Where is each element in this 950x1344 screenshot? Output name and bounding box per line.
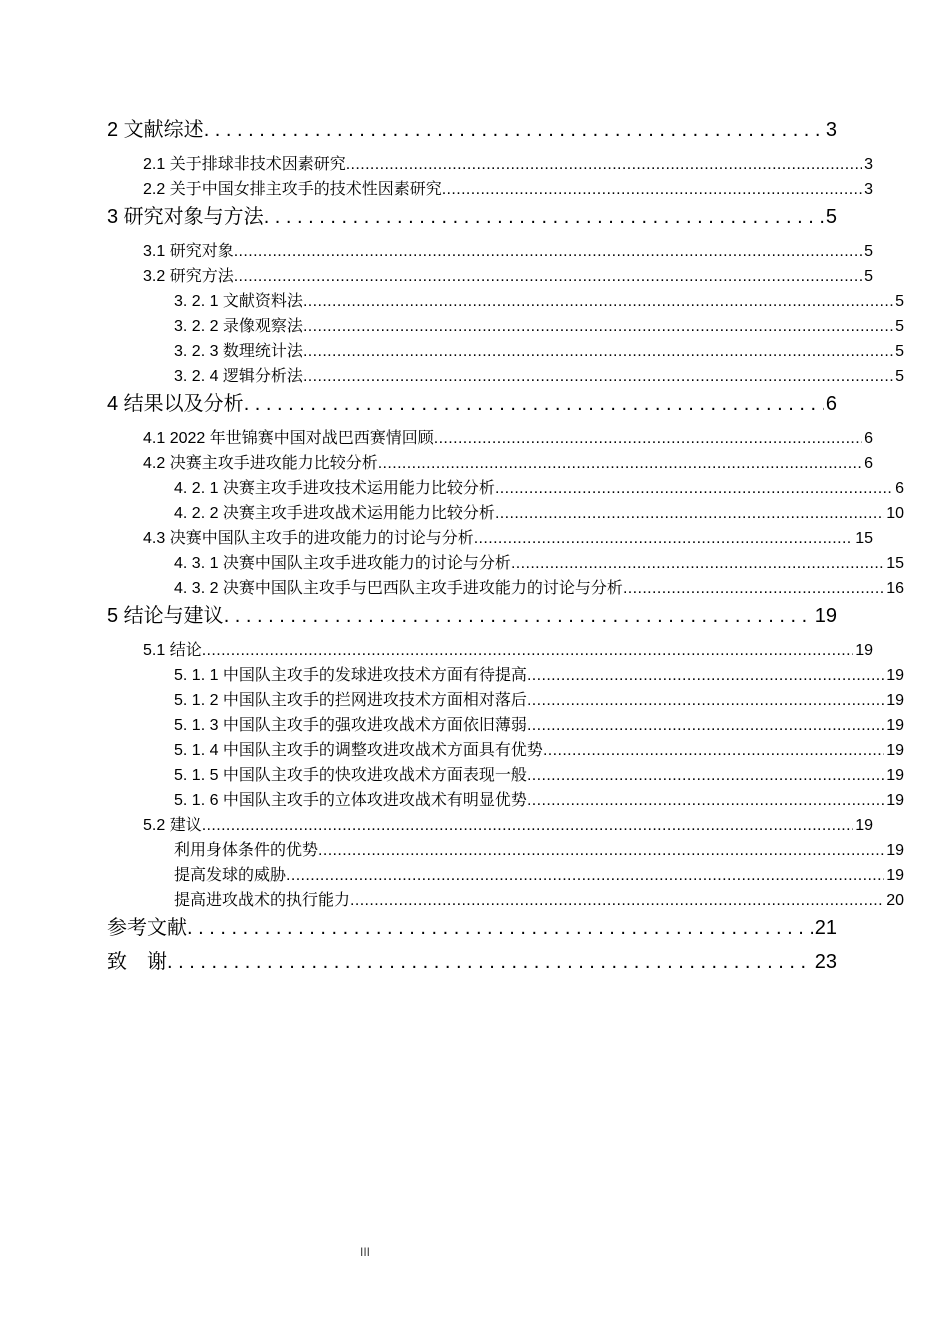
toc-dot-leader [264, 205, 824, 230]
toc-entry [107, 788, 904, 813]
toc-entry [107, 663, 904, 688]
toc-entry-label: 4. 3. 2 决赛中国队主攻手与巴西队主攻手进攻能力的讨论与分析 [174, 580, 623, 597]
toc-entry [107, 638, 873, 663]
toc-entry-label: 3. 2. 2 录像观察法 [174, 318, 303, 335]
toc-entry-page-number: 6 [895, 480, 904, 497]
toc-entry [107, 738, 904, 763]
toc-entry-page-number: 6 [864, 430, 873, 447]
toc-dot-leader [543, 738, 884, 763]
toc-dot-leader [495, 476, 893, 501]
toc-entry-label: 5. 1. 3 中国队主攻手的强攻进攻战术方面依旧薄弱 [174, 717, 527, 734]
toc-entry [107, 551, 904, 576]
toc-entry [107, 576, 904, 601]
toc-entry-page-number: 15 [886, 555, 904, 572]
toc-dot-leader [167, 950, 813, 975]
toc-entry-label: 4. 2. 2 决赛主攻手进攻战术运用能力比较分析 [174, 505, 495, 522]
toc-dot-leader [474, 526, 854, 551]
toc-entry-page-number: 19 [886, 717, 904, 734]
toc-dot-leader [303, 314, 893, 339]
toc-entry [107, 264, 873, 289]
toc-entry-page-number: 19 [886, 667, 904, 684]
toc-entry [107, 392, 837, 417]
toc-entry-label: 4. 2. 1 决赛主攻手进攻技术运用能力比较分析 [174, 480, 495, 497]
toc-entry-label: 4. 3. 1 决赛中国队主攻手进攻能力的讨论与分析 [174, 555, 511, 572]
toc-entry [107, 950, 837, 975]
toc-entry-label: 5. 1. 4 中国队主攻手的调整攻进攻战术方面具有优势 [174, 742, 543, 759]
toc-entry [107, 916, 837, 941]
toc-dot-leader [623, 576, 884, 601]
toc-entry-label: 提高发球的威胁 [174, 867, 287, 884]
toc-entry-page-number: 6 [825, 393, 837, 415]
toc-entry [107, 476, 904, 501]
toc-entry [107, 364, 904, 389]
toc-dot-leader [378, 451, 862, 476]
toc-entry-label: 提高进攻战术的执行能力 [174, 892, 351, 909]
toc-entry-page-number: 5 [864, 243, 873, 260]
toc-entry-page-number: 19 [886, 742, 904, 759]
toc-entry-label: 4.1 2022 年世锦赛中国对战巴西赛情回顾 [143, 430, 434, 447]
toc-dot-leader [434, 426, 862, 451]
toc-entry-page-number: 15 [855, 530, 873, 547]
toc-dot-leader [527, 663, 884, 688]
toc-entry-page-number: 3 [864, 181, 873, 198]
toc-entry [107, 888, 904, 913]
toc-dot-leader [350, 888, 884, 913]
toc [107, 115, 904, 984]
toc-entry-page-number: 3 [864, 156, 873, 173]
toc-entry-label: 4.2 决赛主攻手进攻能力比较分析 [143, 455, 378, 472]
toc-entry-page-number: 23 [814, 951, 837, 973]
toc-entry-page-number: 19 [886, 842, 904, 859]
toc-entry-page-number: 5 [864, 268, 873, 285]
toc-entry [107, 451, 873, 476]
toc-dot-leader [303, 339, 893, 364]
toc-entry-label: 5. 1. 5 中国队主攻手的快攻进攻战术方面表现一般 [174, 767, 527, 784]
toc-entry-page-number: 19 [886, 792, 904, 809]
toc-entry-label: 3. 2. 1 文献资料法 [174, 293, 303, 310]
toc-entry [107, 688, 904, 713]
toc-entry [107, 426, 873, 451]
toc-entry-page-number: 5 [895, 318, 904, 335]
toc-entry-label: 5.2 建议 [143, 817, 202, 834]
toc-entry-label: 5. 1. 1 中国队主攻手的发球进攻技术方面有待提高 [174, 667, 527, 684]
toc-entry [107, 314, 904, 339]
toc-entry [107, 526, 873, 551]
toc-dot-leader [234, 264, 862, 289]
toc-entry-page-number: 5 [825, 206, 837, 228]
toc-entry [107, 813, 873, 838]
toc-dot-leader [346, 152, 862, 177]
toc-dot-leader [303, 364, 893, 389]
toc-entry [107, 863, 904, 888]
toc-entry [107, 205, 837, 230]
toc-entry-label: 4.3 决赛中国队主攻手的进攻能力的讨论与分析 [143, 530, 474, 547]
toc-entry-page-number: 6 [864, 455, 873, 472]
toc-dot-leader [204, 118, 824, 143]
toc-entry-label: 3.2 研究方法 [143, 268, 234, 285]
toc-dot-leader [527, 763, 884, 788]
toc-entry-label: 3 研究对象与方法 [107, 206, 264, 228]
toc-entry-page-number: 19 [886, 692, 904, 709]
toc-entry [107, 501, 904, 526]
toc-entry-label: 2.1 关于排球非技术因素研究 [143, 156, 346, 173]
toc-dot-leader [303, 289, 893, 314]
toc-dot-leader [187, 916, 813, 941]
toc-entry-label: 3.1 研究对象 [143, 243, 234, 260]
toc-entry-page-number: 16 [886, 580, 904, 597]
toc-dot-leader [202, 638, 854, 663]
toc-entry-page-number: 19 [855, 642, 873, 659]
toc-dot-leader [527, 788, 884, 813]
toc-dot-leader [442, 177, 862, 202]
toc-entry-label: 5. 1. 2 中国队主攻手的拦网进攻技术方面相对落后 [174, 692, 527, 709]
toc-entry [107, 239, 873, 264]
toc-entry-page-number: 10 [886, 505, 904, 522]
toc-dot-leader [202, 813, 854, 838]
toc-entry-page-number: 5 [895, 368, 904, 385]
toc-entry [107, 339, 904, 364]
toc-entry-page-number: 20 [886, 892, 904, 909]
toc-entry-page-number: 19 [855, 817, 873, 834]
toc-entry [107, 763, 904, 788]
toc-entry-label: 2 文献综述 [107, 119, 204, 141]
toc-entry-label: 2.2 关于中国女排主攻手的技术性因素研究 [143, 181, 442, 198]
toc-dot-leader [527, 688, 884, 713]
toc-dot-leader [318, 838, 884, 863]
toc-dot-leader [224, 604, 813, 629]
toc-dot-leader [234, 239, 862, 264]
toc-entry [107, 838, 904, 863]
toc-entry [107, 177, 873, 202]
toc-entry-label: 5.1 结论 [143, 642, 202, 659]
toc-dot-leader [244, 392, 824, 417]
toc-dot-leader [511, 551, 884, 576]
toc-entry [107, 118, 837, 143]
toc-entry-label: 参考文献 [107, 917, 187, 939]
toc-entry-label: 3. 2. 4 逻辑分析法 [174, 368, 303, 385]
toc-entry [107, 152, 873, 177]
toc-dot-leader [495, 501, 884, 526]
toc-entry-page-number: 19 [886, 867, 904, 884]
toc-entry [107, 604, 837, 629]
toc-entry-page-number: 3 [825, 119, 837, 141]
toc-entry-page-number: 21 [814, 917, 837, 939]
toc-dot-leader [527, 713, 884, 738]
toc-entry-page-number: 19 [886, 767, 904, 784]
footer-page-number: III [360, 1245, 371, 1259]
toc-entry-page-number: 5 [895, 343, 904, 360]
toc-entry-page-number: 5 [895, 293, 904, 310]
toc-entry-label: 5 结论与建议 [107, 605, 224, 627]
toc-entry-label: 3. 2. 3 数理统计法 [174, 343, 303, 360]
toc-entry [107, 289, 904, 314]
toc-entry-label: 致 谢 [107, 951, 167, 973]
toc-entry-label: 利用身体条件的优势 [174, 842, 319, 859]
toc-entry-label: 5. 1. 6 中国队主攻手的立体攻进攻战术有明显优势 [174, 792, 527, 809]
toc-entry-page-number: 19 [814, 605, 837, 627]
toc-entry [107, 713, 904, 738]
toc-dot-leader [286, 863, 884, 888]
toc-entry-label: 4 结果以及分析 [107, 393, 244, 415]
